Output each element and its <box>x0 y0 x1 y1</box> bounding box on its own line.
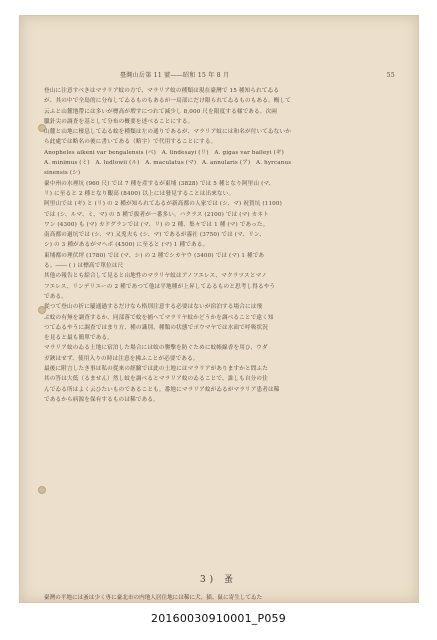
body-line: 臺中州の水裡坑 (960 尺) では 7 種を産するが東埔 (3828) では 5 種となり阿里山 (マ、 <box>44 180 275 187</box>
body-line: 登山に注意すべきはマラリア蚊の方で、マラリア蚊の種類は現在臺灣で 15 種知られてゐる <box>44 88 280 94</box>
page-header <box>0 70 437 79</box>
section-first-line: 臺灣の平地には蚤は少く専に臺北市の内地人居住地には稀に犬、猫、鼠に寄生してゐた <box>44 595 263 601</box>
body-line: シ) の 3 種があるがマヘボ (4500) に至ると (マ) 1 種である。 <box>44 242 209 249</box>
body-line: 臘針尖の調査を基として分布の概要を述べることにする。 <box>44 118 194 125</box>
body-line: んでゐる所はよく云ひたいものであることも。番地にマラリア蚊がゐるがマラリア患者は稀 <box>44 386 280 393</box>
body-line: が、其の中で全島的に分布してゐるものもあるが一局部にだけ限られてゐるものもある。概して <box>44 98 291 105</box>
body-line: Anopheles aikeni var bengalensis (ベ) A. lindesayi (リ) A. gigas var baileyi (ギ) <box>44 149 284 156</box>
body-line: フエレス、リンデリユーの 2 種であつて他は平地種が上昇してゐるものと思考し得るやう <box>44 283 276 290</box>
running-title: 臺灣山岳第 11 號――昭和 15 年 8 月 <box>120 72 230 79</box>
image-caption: 20160030910001_P059 <box>151 612 286 625</box>
body-text <box>44 86 374 405</box>
body-line: ぶ蚊の有無を調査するか、同部落で蚊を捕へてマラリヤ蚊かどうかを調べることで遠く知 <box>44 314 274 321</box>
body-line: ガ鋏はせず、使用入りの時は注意を拂ふことが必要である。 <box>44 355 199 362</box>
body-line: る。―― ( ) は標高で單位は尺 <box>44 263 124 270</box>
body-line: sinensis (シ) <box>44 170 81 177</box>
page-number: 55 <box>386 72 395 79</box>
body-line: 山麓と山地に棲息してゐる蚊を種類は左の通りであるが、マラリア蚊には和名が付いてゐないか <box>44 129 291 136</box>
body-line: つてゐるやうに調査ではまり方、種の識別、種類の状態でポウマヤでは水面で呼吸状況 <box>44 324 269 331</box>
body-line: 阿里山では (ギ) と (リ) の 2 種が知られてゐるが新高都の人家では (シ、マ) 祝賀坑 (1100) <box>44 201 282 208</box>
body-line: ら此處では略名の後に書いてある（略字）で代用することにする。 <box>44 139 217 146</box>
body-line: 云ふと山麓地帶には多いが標高が増すにつれて減少し 8,000 尺を限度する様である。次兩 <box>44 108 278 115</box>
body-line: であるから病源を保有するものは稀である。 <box>44 396 159 403</box>
body-line: A. minimus (ミ) A. ludlowii (ル) A. maculatus (マ) A. annularis (ア) A. hyrcanus <box>44 160 292 167</box>
body-line: 最後に附言したき事は私の從來の經驗では此の土地にはマラリアがありますかと問ふた <box>44 366 269 373</box>
body-line: 其他の報告とも綜合して見ると山地性のマラリヤ蚊はアノフエレス、マクラツスとマノ <box>44 273 267 280</box>
body-line: リ) に至ると 2 種となり觀高 (8400) 以上には發見することは出來ない。 <box>44 190 235 197</box>
binding-hole <box>38 486 46 494</box>
body-line: ワン (4300) も (マ) カドグランでは (マ、リ) の 2 種、集々では 1 種 (マ) であった。 <box>44 221 269 228</box>
body-line: 東埔都の理伏坪 (1780) では (マ、シ) の 2 種でシカヤウ (3400) では (マ) 1 種であ <box>44 252 265 259</box>
body-line: 從つて登山の折に屢通過するだけなら格別注意する必要はないが宿泊する場合には飛 <box>44 304 263 311</box>
body-line: である。 <box>44 293 67 300</box>
body-line: マラリア蚊のゐる土地に宿泊した場合には蚊の襲擊を防ぐために蚊帳線香を用ひ、ウダ <box>44 345 268 352</box>
body-line: 南高都の過坑では (シ、マ) 又兎夫も (シ、マ) であるが霧社 (3750) では (マ、リン、 <box>44 232 266 239</box>
section-heading: 3) 蚤 <box>199 575 238 585</box>
body-line: では (シ、ルマ、ミ、マ) の 5 種で拔者が一番多い。ハクラス (2100) では (マ) カネト <box>44 211 269 218</box>
body-line: 其の答は大低（るません）然し蚊を調べるとマラリア蚊のゐることで、誰しも自分の住 <box>44 376 268 383</box>
body-line: を見ると最も簡單である。 <box>44 335 113 342</box>
